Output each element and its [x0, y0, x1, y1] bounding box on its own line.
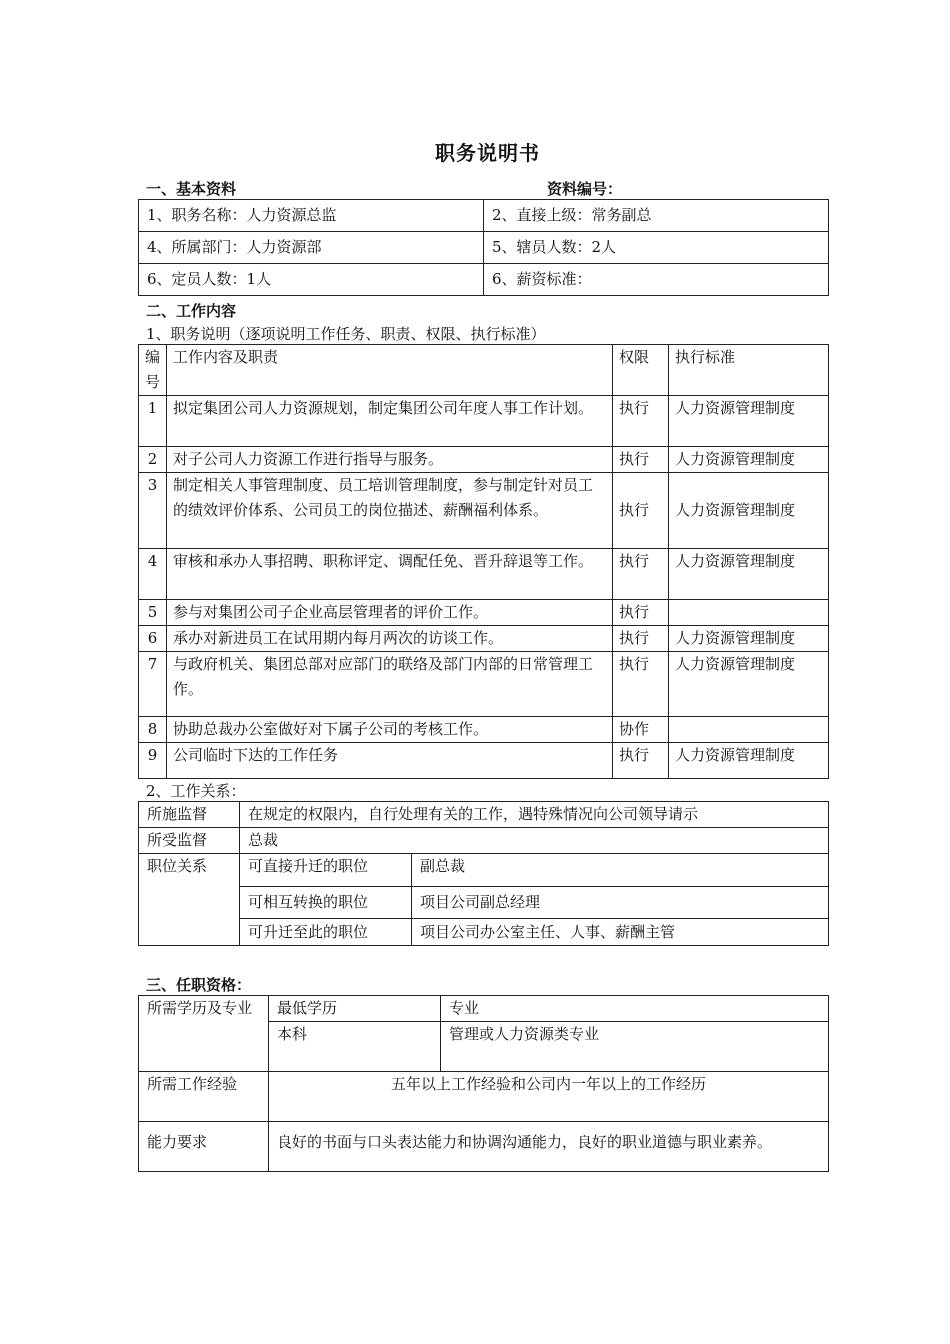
- duty-number: 7: [139, 652, 167, 717]
- header-content: 工作内容及职责: [167, 345, 613, 396]
- duties-table: [138, 344, 829, 779]
- duty-content: 与政府机关、集团总部对应部门的联络及部门内部的日常管理工作。: [167, 652, 613, 717]
- duty-standard: 人力资源管理制度: [669, 626, 829, 652]
- supervise-value: 在规定的权限内，自行处理有关的工作，遇特殊情况向公司领导请示: [240, 802, 829, 828]
- duty-number: 2: [139, 447, 167, 473]
- duty-number: 8: [139, 717, 167, 743]
- record-number-label: 资料编号：: [547, 180, 623, 198]
- position-type-label: 可直接升迁的职位: [240, 854, 412, 887]
- table-row: [139, 652, 829, 717]
- supervise-label: 所施监督: [139, 802, 240, 828]
- basic-info-row: [139, 264, 829, 296]
- relation-row: [139, 919, 829, 946]
- table-row: [139, 600, 829, 626]
- position-type-label: 可相互转换的职位: [240, 887, 412, 919]
- qualification-row: [139, 996, 829, 1022]
- duty-content: 承办对新进员工在试用期内每月两次的访谈工作。: [167, 626, 613, 652]
- duty-standard: 人力资源管理制度: [669, 652, 829, 717]
- table-row: [139, 447, 829, 473]
- job-title-cell: 1、职务名称：人力资源总监: [139, 200, 484, 232]
- duty-standard: 人力资源管理制度: [669, 447, 829, 473]
- duty-authority: 执行: [613, 447, 669, 473]
- duty-number: 9: [139, 743, 167, 779]
- headcount-cell: 6、定员人数：1人: [139, 264, 484, 296]
- education-label: 所需学历及专业: [139, 996, 269, 1072]
- duty-standard: [669, 717, 829, 743]
- major-header: 专业: [441, 996, 829, 1022]
- duty-content: 协助总裁办公室做好对下属子公司的考核工作。: [167, 717, 613, 743]
- qualification-row: [139, 1072, 829, 1122]
- salary-standard-cell: 6、薪资标准：: [484, 264, 829, 296]
- duty-standard: 人力资源管理制度: [669, 396, 829, 447]
- department-cell: 4、所属部门：人力资源部: [139, 232, 484, 264]
- section-basic-info: 一、基本资料: [146, 180, 237, 198]
- table-row: [139, 549, 829, 600]
- table-row: [139, 717, 829, 743]
- position-type-label: 可升迁至此的职位: [240, 919, 412, 946]
- duty-authority: 执行: [613, 626, 669, 652]
- duty-content: 制定相关人事管理制度、员工培训管理制度，参与制定针对员工的绩效评价体系、公司员工的岗位描述、薪酬福利体系。: [167, 473, 613, 549]
- qualifications-table: [138, 995, 829, 1172]
- section-qualifications: 三、任职资格：: [146, 976, 252, 994]
- basic-info-row: [139, 200, 829, 232]
- duty-content: 对子公司人力资源工作进行指导与服务。: [167, 447, 613, 473]
- experience-value: 五年以上工作经验和公司内一年以上的工作经历: [269, 1072, 829, 1122]
- duty-standard: [669, 600, 829, 626]
- header-authority: 权限: [613, 345, 669, 396]
- duty-standard: 人力资源管理制度: [669, 473, 829, 549]
- duty-content: 公司临时下达的工作任务: [167, 743, 613, 779]
- table-row: [139, 743, 829, 779]
- basic-info-table: [138, 199, 829, 296]
- ability-label: 能力要求: [139, 1122, 269, 1172]
- basic-info-row: [139, 232, 829, 264]
- position-type-value: 项目公司办公室主任、人事、薪酬主管: [412, 919, 829, 946]
- position-relations-label: 职位关系: [139, 854, 240, 946]
- duty-authority: 协作: [613, 717, 669, 743]
- duty-authority: 执行: [613, 473, 669, 549]
- duty-number: 6: [139, 626, 167, 652]
- duty-authority: 执行: [613, 396, 669, 447]
- table-row: [139, 626, 829, 652]
- relation-row: [139, 887, 829, 919]
- relation-row: [139, 802, 829, 828]
- position-type-value: 项目公司副总经理: [412, 887, 829, 919]
- table-row: [139, 396, 829, 447]
- duty-authority: 执行: [613, 743, 669, 779]
- duty-content: 审核和承办人事招聘、职称评定、调配任免、晋升辞退等工作。: [167, 549, 613, 600]
- header-number: 编号: [139, 345, 167, 396]
- duty-number: 3: [139, 473, 167, 549]
- duty-authority: 执行: [613, 549, 669, 600]
- major-value: 管理或人力资源类专业: [441, 1022, 829, 1072]
- experience-label: 所需工作经验: [139, 1072, 269, 1122]
- duty-authority: 执行: [613, 652, 669, 717]
- section-work-content: 二、工作内容: [146, 302, 237, 320]
- relation-row: [139, 854, 829, 887]
- supervised-value: 总裁: [240, 828, 829, 854]
- subordinates-cell: 5、辖员人数：2人: [484, 232, 829, 264]
- duty-content: 参与对集团公司子企业高层管理者的评价工作。: [167, 600, 613, 626]
- duty-content: 拟定集团公司人力资源规划，制定集团公司年度人事工作计划。: [167, 396, 613, 447]
- work-relations-table: [138, 801, 829, 946]
- duty-standard: 人力资源管理制度: [669, 549, 829, 600]
- ability-value: 良好的书面与口头表达能力和协调沟通能力，良好的职业道德与职业素养。: [269, 1122, 829, 1172]
- duty-number: 1: [139, 396, 167, 447]
- relations-subtitle: 2、工作关系：: [146, 782, 246, 800]
- supervised-label: 所受监督: [139, 828, 240, 854]
- relation-row: [139, 828, 829, 854]
- duty-standard: 人力资源管理制度: [669, 743, 829, 779]
- duties-subtitle: 1、职务说明（逐项说明工作任务、职责、权限、执行标准）: [146, 325, 546, 343]
- qualification-row: [139, 1122, 829, 1172]
- duty-authority: 执行: [613, 600, 669, 626]
- table-row: [139, 473, 829, 549]
- header-standard: 执行标准: [669, 345, 829, 396]
- position-type-value: 副总裁: [412, 854, 829, 887]
- document-title: 职务说明书: [435, 141, 540, 165]
- direct-superior-cell: 2、直接上级：常务副总: [484, 200, 829, 232]
- duty-number: 4: [139, 549, 167, 600]
- duty-number: 5: [139, 600, 167, 626]
- min-education-value: 本科: [269, 1022, 441, 1072]
- duties-header-row: [139, 345, 829, 396]
- min-education-header: 最低学历: [269, 996, 441, 1022]
